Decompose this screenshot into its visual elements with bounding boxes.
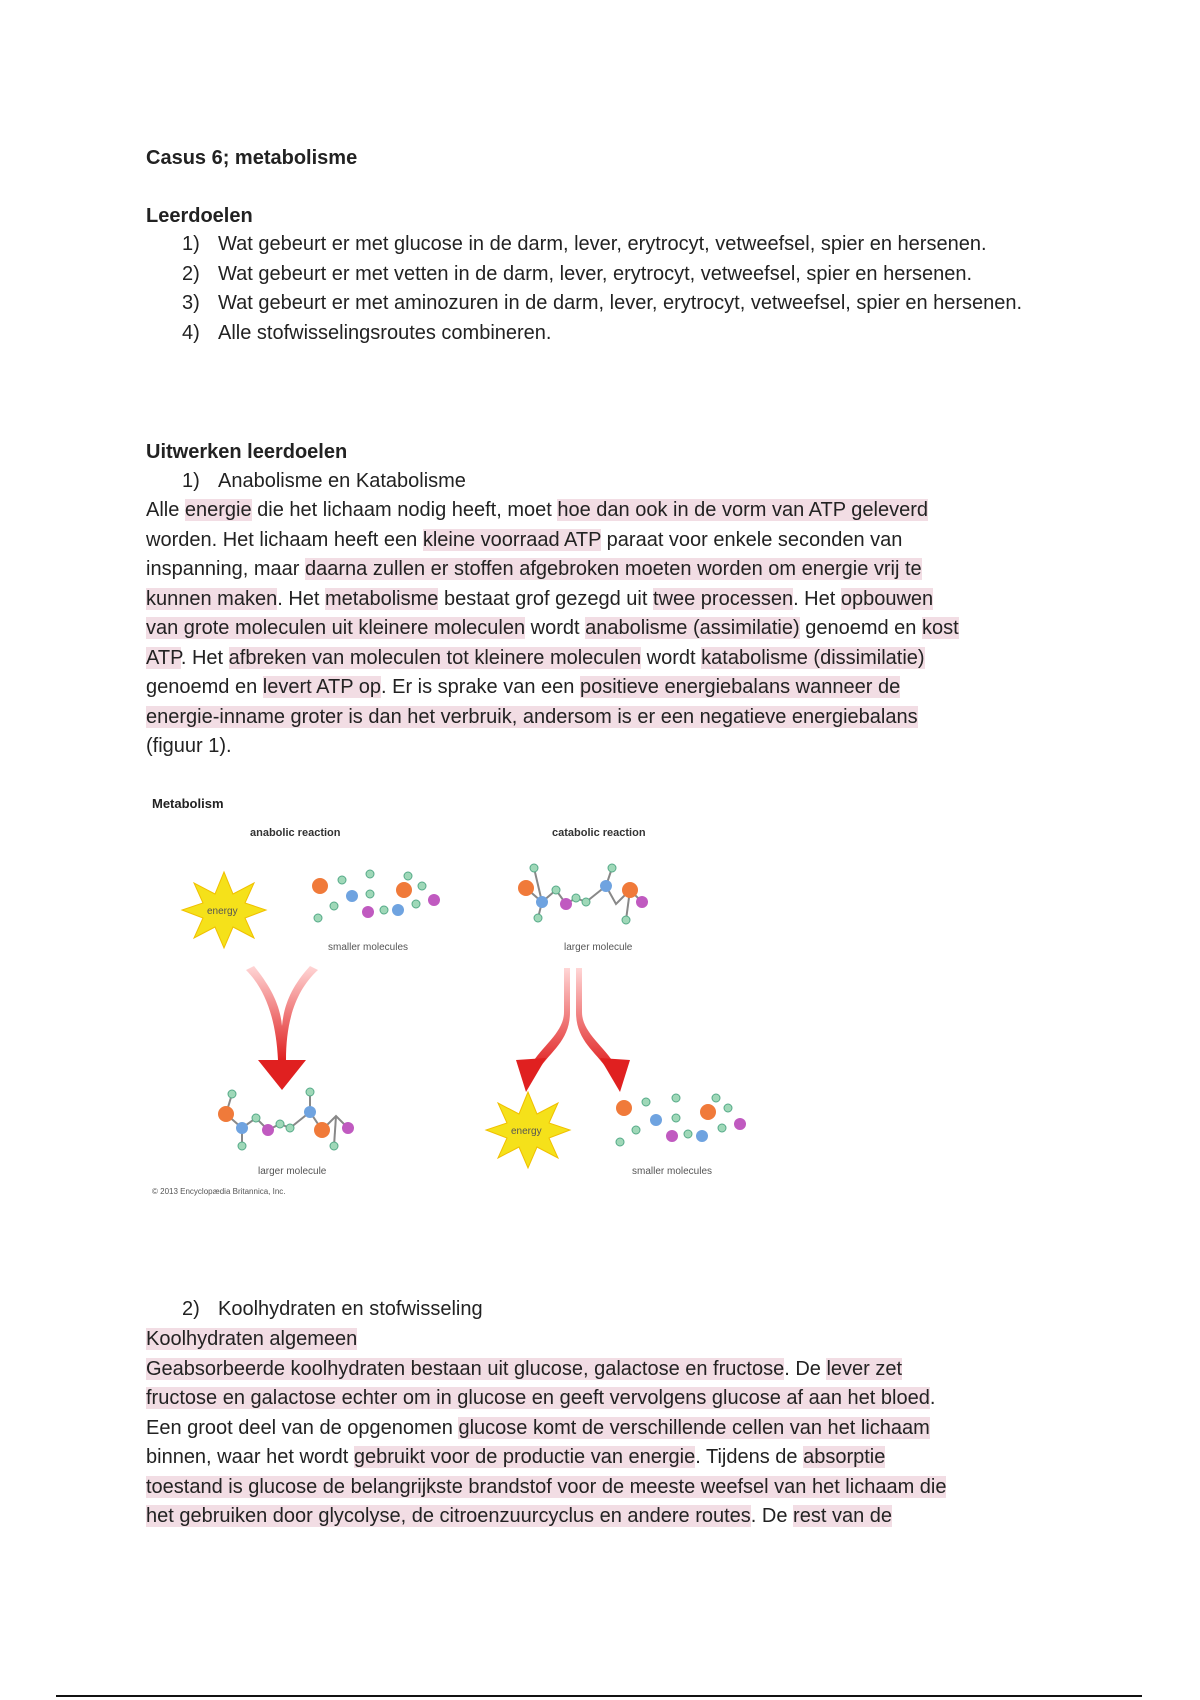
goal-item: 4) Alle stofwisselingsroutes combineren. — [182, 321, 552, 344]
document-title: Casus 6; metabolisme — [146, 147, 358, 169]
label-smaller-molecules-top: smaller molecules — [328, 942, 409, 953]
work-heading: Uitwerken leerdoelen — [146, 441, 348, 463]
label-larger-molecule-bottom: larger molecule — [258, 1166, 327, 1177]
subheading-koolhydraten: Koolhydraten algemeen — [146, 1328, 358, 1350]
paragraph-carbohydrates: Koolhydraten algemeen Geabsorbeerde koolhydraten bestaan uit glucose, galactose en fructose. De lever zet fructose en galactose echter om in glucose en geeft vervolgens glucose af aan het bloed. Een groot deel van de opgenomen glucose komt de verschillende cellen van het lichaam binnen, waar het wordt gebruikt voor de productie van energie. Tijdens de absorptie toestand is glucose de belangrijkste brandstof voor de meeste weefsel van het lichaam die het gebruiken door glycolyse, de citroenzuurcyclus en andere routes. De rest van de — [146, 1328, 947, 1527]
section-2-title: 2) Koolhydraten en stofwisseling — [182, 1298, 483, 1320]
goals-list — [182, 230, 1078, 348]
figure-title: Metabolism — [152, 796, 224, 811]
arrow-diverge-icon — [516, 968, 630, 1092]
label-larger-molecule-top: larger molecule — [564, 942, 633, 953]
figure-copyright: © 2013 Encyclopædia Britannica, Inc. — [152, 1187, 286, 1196]
footer-rule — [56, 1695, 1142, 1697]
energy-label-bottom: energy — [511, 1126, 542, 1137]
arrow-converge-icon — [246, 966, 318, 1090]
label-anabolic: anabolic reaction — [250, 827, 341, 839]
goals-heading: Leerdoelen — [146, 205, 253, 227]
metabolism-diagram — [146, 790, 766, 1210]
energy-burst-bottom-icon — [486, 1092, 570, 1168]
metabolism-figure — [146, 790, 766, 1210]
molecules-small-bottom-icon — [616, 1094, 746, 1146]
paragraph-anabolism: Alle energie die het lichaam nodig heeft, moet hoe dan ook in de vorm van ATP geleverd worden. Het lichaam heeft een kleine voorraad ATP paraat voor enkele seconden van inspanning, maar daarna zullen er stoffen afgebroken moeten worden om energie vrij te kunnen maken. Het metabolisme bestaat grof gezegd uit twee processen. Het opbouwen van grote moleculen uit kleinere moleculen wordt anabolisme (assimilatie) genoemd en kost ATP. Het afbreken van moleculen tot kleinere moleculen wordt katabolisme (dissimilatie) genoemd en levert ATP op. Er is sprake van een positieve energiebalans wanneer de energie-inname groter is dan het verbruik, andersom is er een negatieve energiebalans (figuur 1). — [146, 499, 959, 757]
goal-item: 1) Wat gebeurt er met glucose in de darm, lever, erytrocyt, vetweefsel, spier en hersenen. — [182, 233, 987, 255]
section-1-title: 1) Anabolisme en Katabolisme — [182, 470, 466, 492]
label-smaller-molecules-bottom: smaller molecules — [632, 1166, 713, 1177]
goal-item: 2) Wat gebeurt er met vetten in de darm, lever, erytrocyt, vetweefsel, spier en hersenen. — [182, 262, 973, 285]
molecules-small-icon — [312, 870, 440, 922]
energy-label: energy — [207, 906, 238, 917]
energy-burst-icon — [182, 872, 266, 948]
goal-item: 3) Wat gebeurt er met aminozuren in de darm, lever, erytrocyt, vetweefsel, spier en hersenen. — [182, 292, 1023, 314]
label-catabolic: catabolic reaction — [552, 827, 646, 839]
molecule-large-bottom-icon — [226, 1092, 348, 1146]
